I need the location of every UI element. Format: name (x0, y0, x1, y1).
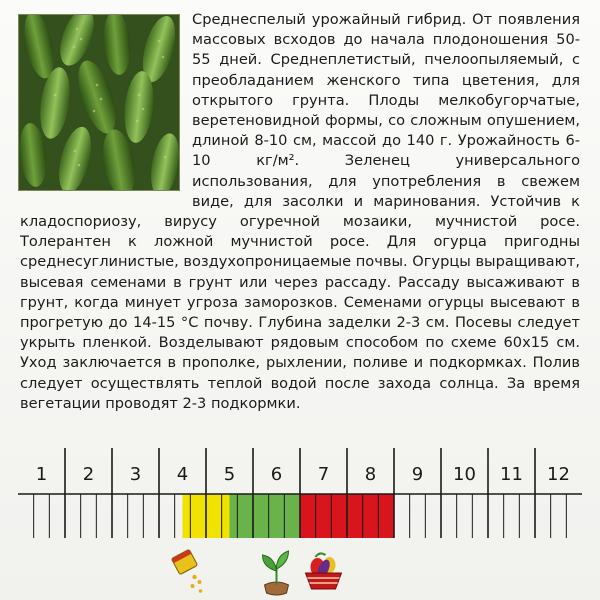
calendar-icons-row (0, 545, 600, 600)
month-label: 2 (82, 464, 95, 485)
month-label: 6 (270, 464, 283, 485)
sowing-calendar (18, 448, 582, 544)
month-label: 5 (223, 464, 236, 485)
cucumber-illustration (19, 15, 179, 190)
cucumber-photo (18, 14, 180, 191)
month-label: 9 (411, 464, 424, 485)
description-text: Среднеспелый урожайный гибрид. От появления массовых всходов до начала плодоношения 50-55 дней. Среднеплетистый, пчелоопыляемый, с преобладанием женского типа цветения, для открытого грунта. Плоды мелкобугорчатые, веретеновидной формы, со сложным опушением, длиной 8-10 см, массой до 140 г. Урожайность 6-10 кг/м². Зеленец универсального использования, для употребления в свежем виде, для засолки и маринования. Устойчив к кладоспориозу, вирусу огуречной мозаики, мучнистой росе. Толерантен к ложной мучнистой росе. Для огурца пригодны среднесуглинистые, воздухопроницаемые почвы. Огурцы выращивают, высевая семенами в грунт или через рассаду. Рассаду высаживают в грунт, когда минует угроза заморозков. Семенами огурцы высевают в прогретую до 14-15 °С почву. Глубина заделки 2-3 см. Посевы следует укрыть пленкой. Возделывают рядовым способом по схеме 60х15 см. Уход заключается в прополке, рыхлении, поливе и подкормках. Полив следует осуществлять теплой водой после захода солнца. За время вегетации проводят 2-3 подкормки. (20, 11, 580, 412)
month-label: 11 (500, 464, 523, 485)
month-label: 4 (176, 464, 189, 485)
month-label: 7 (317, 464, 330, 485)
harvest-band-7 (300, 494, 347, 538)
sowing-band-4 (183, 494, 207, 538)
planting-band-6 (253, 494, 300, 538)
sowing-band-5 (206, 494, 230, 538)
seedling-icon (263, 551, 289, 595)
harvest-basket-icon (306, 553, 342, 589)
month-label: 1 (35, 464, 48, 485)
month-label: 12 (547, 464, 570, 485)
seed-packet-icon (171, 549, 202, 592)
month-label: 10 (453, 464, 476, 485)
month-label: 8 (364, 464, 377, 485)
planting-band-5 (230, 494, 254, 538)
month-label: 3 (129, 464, 142, 485)
harvest-band-8 (347, 494, 394, 538)
